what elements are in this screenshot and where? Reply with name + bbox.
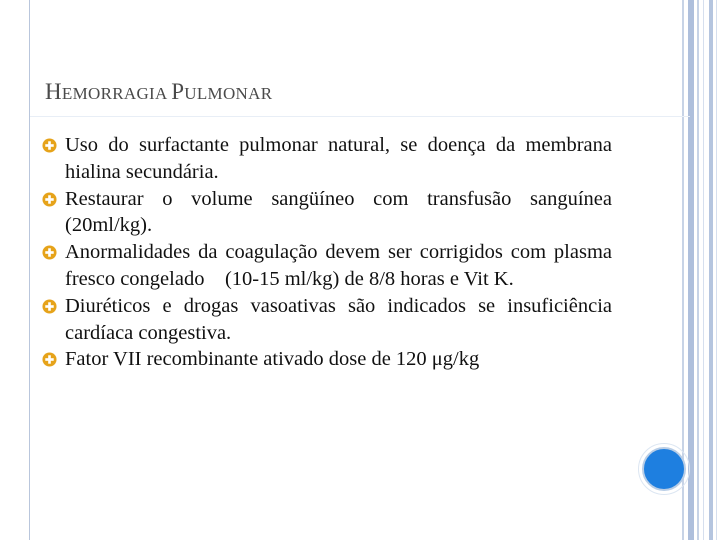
bullet-text: Anormalidades da coagulação devem ser corrigidos com plasma fresco congelado (10-15 ml/kg) de 8/8 horas e Vit K. [65, 241, 618, 290]
gold-circle-plus-icon [42, 299, 57, 314]
list-item [40, 239, 618, 293]
list-item [40, 346, 612, 373]
gold-circle-plus-icon [42, 245, 57, 260]
list-item [40, 132, 612, 186]
page-title: HEMORRAGIA PULMONAR [45, 79, 273, 104]
bullet-text: Diuréticos e drogas vasoativas são indicados se insuficiência cardíaca congestiva. [65, 294, 612, 344]
bullet-text: Uso do surfactante pulmonar natural, se doença da membrana hialina secundária. [65, 134, 612, 183]
gold-circle-plus-icon [42, 138, 57, 153]
list-item [40, 293, 612, 347]
list-item [40, 186, 612, 240]
left-border-line [29, 0, 30, 540]
gold-circle-plus-icon [42, 352, 57, 367]
bullet-text: Restaurar o volume sangüíneo com transfusão sanguínea (20ml/kg). [65, 187, 612, 237]
title-divider [30, 116, 690, 117]
bullet-text: Fator VII recombinante ativado dose de 120 μg/kg [65, 348, 480, 371]
gold-circle-plus-icon [42, 192, 57, 207]
bullet-list [40, 132, 618, 373]
decorative-blue-circle [642, 447, 686, 491]
